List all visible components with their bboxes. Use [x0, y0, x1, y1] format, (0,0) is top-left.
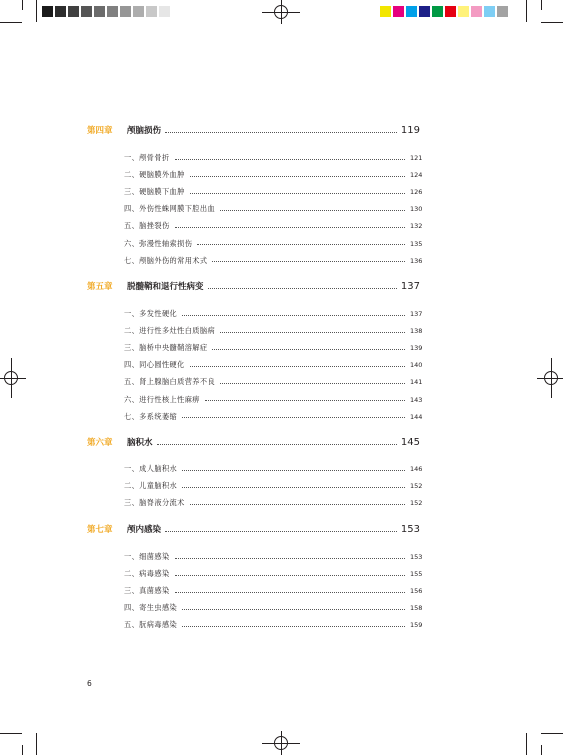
color-swatch — [419, 6, 430, 17]
section-page: 158 — [410, 604, 423, 613]
dot-leader — [220, 210, 405, 211]
section-row[interactable] — [124, 325, 422, 337]
dot-leader — [175, 575, 405, 576]
section-page: 155 — [410, 570, 423, 579]
dot-leader — [165, 531, 397, 532]
page-number: 6 — [87, 679, 92, 688]
gray-swatch — [107, 6, 118, 17]
section-title: 五、脑挫裂伤 — [124, 221, 170, 231]
section-page: 144 — [410, 412, 423, 421]
section-title: 三、脑桥中央髓鞘溶解症 — [124, 343, 208, 353]
section-title: 二、硬脑膜外血肿 — [124, 170, 185, 180]
section-page: 143 — [410, 395, 423, 404]
color-swatch — [471, 6, 482, 17]
section-row[interactable] — [124, 342, 422, 354]
gray-swatch — [133, 6, 144, 17]
section-row[interactable] — [124, 480, 422, 492]
section-page: 121 — [410, 154, 423, 162]
section-row[interactable] — [124, 359, 422, 371]
gray-swatch — [55, 6, 66, 17]
section-title: 一、颅骨骨折 — [124, 153, 170, 162]
section-title: 五、肾上腺脑白质营养不良 — [124, 377, 216, 387]
section-title: 七、颅脑外伤的常用术式 — [124, 255, 208, 265]
color-swatch — [406, 6, 417, 17]
section-page: 137 — [410, 310, 423, 318]
section-title: 三、真菌感染 — [124, 586, 170, 596]
section-title: 四、同心圆性硬化 — [124, 360, 185, 370]
section-page: 153 — [410, 553, 423, 561]
dot-leader — [182, 626, 405, 627]
color-swatch — [458, 6, 469, 17]
dot-leader — [165, 132, 397, 133]
dot-leader — [190, 176, 405, 177]
dot-leader — [182, 609, 405, 610]
chapter-page: 153 — [400, 523, 420, 535]
color-swatch — [497, 6, 508, 17]
dot-leader — [205, 400, 405, 401]
dot-leader — [182, 487, 405, 488]
section-title: 六、进行性核上性麻痹 — [124, 394, 200, 404]
dot-leader — [197, 244, 405, 245]
color-swatch — [432, 6, 443, 17]
gray-swatch — [42, 6, 53, 17]
chapter-title: 颅脑损伤 — [127, 126, 162, 136]
section-title: 三、硬脑膜下血肿 — [124, 187, 185, 197]
gray-swatch — [120, 6, 131, 17]
section-title: 二、病毒感染 — [124, 569, 170, 579]
section-row[interactable] — [124, 169, 422, 181]
chapter-row[interactable] — [87, 435, 420, 449]
chapter-label: 第六章 — [87, 438, 113, 448]
section-row[interactable] — [124, 186, 422, 198]
section-page: 132 — [410, 222, 423, 231]
chapter-label: 第五章 — [87, 282, 113, 292]
chapter-row[interactable] — [87, 279, 420, 293]
section-page: 139 — [410, 344, 423, 353]
dot-leader — [220, 332, 405, 333]
section-row[interactable] — [124, 619, 422, 631]
dot-leader — [212, 261, 405, 262]
gray-swatch — [68, 6, 79, 17]
chapter-label: 第四章 — [87, 126, 113, 136]
section-page: 146 — [410, 465, 423, 473]
section-title: 二、儿童脑积水 — [124, 481, 178, 491]
section-page: 159 — [410, 621, 423, 630]
section-title: 六、弥漫性轴索损伤 — [124, 238, 193, 248]
section-row[interactable] — [124, 238, 422, 250]
section-row[interactable] — [124, 497, 422, 509]
section-page: 135 — [410, 239, 423, 248]
section-page: 141 — [410, 378, 423, 387]
section-row[interactable] — [124, 411, 422, 423]
section-page: 152 — [410, 482, 423, 491]
dot-leader — [182, 315, 405, 316]
chapter-title: 颅内感染 — [127, 525, 162, 535]
section-page: 136 — [410, 256, 423, 265]
dot-leader — [175, 592, 405, 593]
gray-swatch — [159, 6, 170, 17]
section-page: 126 — [410, 188, 423, 197]
gray-swatch — [81, 6, 92, 17]
section-title: 五、朊病毒感染 — [124, 620, 178, 630]
dot-leader — [175, 558, 405, 559]
chapter-title: 脱髓鞘和退行性病变 — [127, 282, 204, 292]
section-row[interactable] — [124, 585, 422, 597]
section-row[interactable] — [124, 220, 422, 232]
section-title: 四、寄生虫感染 — [124, 603, 178, 613]
dot-leader — [175, 227, 405, 228]
chapter-page: 145 — [400, 436, 420, 448]
gray-swatch — [146, 6, 157, 17]
chapter-page: 137 — [400, 280, 420, 292]
section-row[interactable] — [124, 376, 422, 388]
section-row[interactable] — [124, 463, 422, 475]
section-page: 138 — [410, 327, 423, 336]
dot-leader — [175, 159, 405, 160]
section-row[interactable] — [124, 551, 422, 563]
dot-leader — [220, 383, 405, 384]
chapter-page: 119 — [400, 124, 420, 136]
color-swatch — [445, 6, 456, 17]
section-page: 140 — [410, 361, 423, 370]
section-row[interactable] — [124, 394, 422, 406]
dot-leader — [208, 288, 397, 289]
section-page: 152 — [410, 499, 423, 508]
chapter-row[interactable] — [87, 123, 420, 137]
dot-leader — [182, 417, 405, 418]
section-page: 130 — [410, 205, 423, 214]
color-swatch — [484, 6, 495, 17]
dot-leader — [190, 193, 405, 194]
section-row[interactable] — [124, 152, 422, 164]
section-row[interactable] — [124, 203, 422, 215]
section-title: 一、细菌感染 — [124, 552, 170, 561]
section-title: 一、成人脑积水 — [124, 464, 178, 473]
dot-leader — [190, 504, 405, 505]
section-title: 三、脑脊液分流术 — [124, 498, 185, 508]
section-row[interactable] — [124, 568, 422, 580]
dot-leader — [157, 444, 397, 445]
section-title: 二、进行性多灶性白质脑病 — [124, 326, 216, 336]
color-swatch — [393, 6, 404, 17]
chapter-label: 第七章 — [87, 525, 113, 535]
chapter-row[interactable] — [87, 522, 420, 536]
section-row[interactable] — [124, 308, 422, 320]
section-page: 156 — [410, 587, 423, 596]
gray-swatch — [94, 6, 105, 17]
dot-leader — [182, 470, 405, 471]
dot-leader — [212, 349, 405, 350]
section-row[interactable] — [124, 602, 422, 614]
section-title: 四、外伤性蛛网膜下腔出血 — [124, 204, 216, 214]
section-row[interactable] — [124, 255, 422, 267]
section-title: 七、多系统萎缩 — [124, 411, 178, 421]
chapter-title: 脑积水 — [127, 438, 153, 448]
color-swatch — [380, 6, 391, 17]
dot-leader — [190, 366, 405, 367]
section-title: 一、多发性硬化 — [124, 309, 178, 318]
section-page: 124 — [410, 171, 423, 180]
